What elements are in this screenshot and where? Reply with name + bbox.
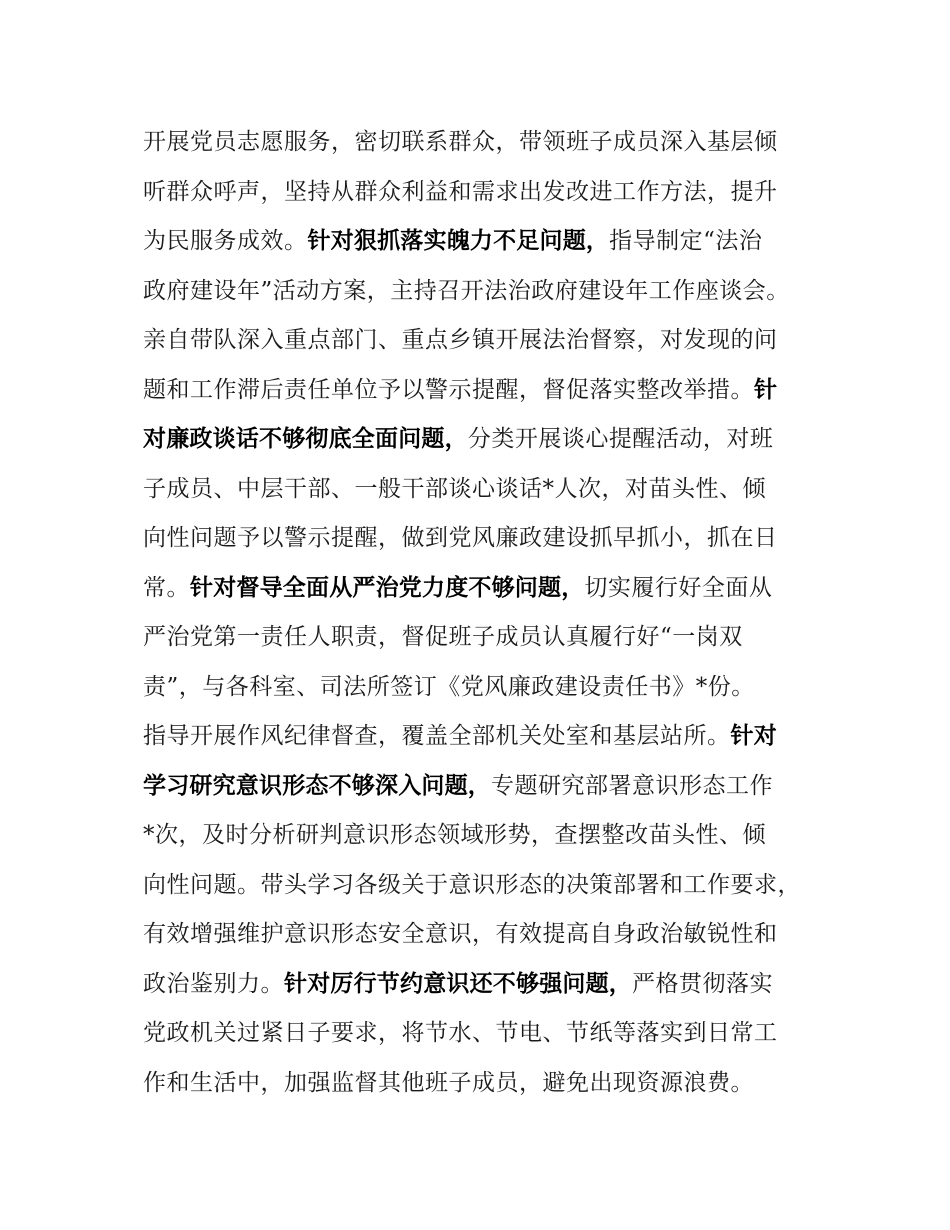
bold-heading-text: 针对狠抓落实魄力不足问题， — [307, 228, 610, 254]
body-text: 为民服务成效。 — [143, 228, 308, 254]
body-text: 责”，与各科室、司法所签订《党风廉政建设责任书》*份。 — [143, 673, 755, 700]
bold-heading-text: 针对 — [730, 723, 777, 749]
body-text: 有效增强维护意识形态安全意识，有效提高自身政治敏锐性和 — [143, 921, 778, 947]
text-line — [143, 274, 833, 308]
text-line — [143, 175, 833, 209]
text-line — [143, 422, 833, 456]
text-line — [143, 620, 833, 654]
text-line — [143, 967, 833, 1001]
body-text: 常。 — [143, 574, 190, 601]
body-text: 严格贯彻落实 — [632, 970, 773, 997]
text-line — [143, 125, 833, 159]
text-line — [143, 1066, 833, 1100]
body-text: 向性问题。带头学习各级关于意识形态的决策部署和工作要求， — [143, 871, 801, 898]
text-line — [143, 571, 833, 605]
text-line — [143, 719, 833, 753]
text-line — [143, 323, 833, 357]
body-text: 题和工作滞后责任单位予以警示提醒，督促落实整改举措。 — [143, 376, 754, 403]
body-text: 亲自带队深入重点部门、重点乡镇开展法治督察，对发现的问 — [143, 327, 778, 353]
body-text: 作和生活中，加强监督其他班子成员，避免出现资源浪费。 — [143, 1069, 754, 1096]
bold-heading-text: 针 — [754, 376, 778, 403]
body-text: 分类开展谈心提醒活动，对班 — [467, 426, 774, 452]
text-line — [143, 818, 833, 852]
text-line — [143, 868, 833, 902]
body-text: 政治鉴别力。 — [143, 970, 284, 997]
body-text: 子成员、中层干部、一般干部谈心谈话*人次，对苗头性、倾 — [143, 475, 766, 502]
text-line — [143, 472, 833, 506]
body-text: 切实履行好全面从 — [584, 574, 773, 601]
text-line — [143, 521, 833, 555]
bold-heading-text: 针对督导全面从严治党力度不够问题， — [190, 574, 585, 601]
bold-heading-text: 针对厉行节约意识还不够强问题， — [284, 970, 632, 997]
text-line — [143, 670, 833, 704]
body-text: 指导开展作风纪律督查，覆盖全部机关处室和基层站所。 — [143, 723, 731, 749]
text-line — [143, 769, 833, 803]
text-line — [143, 1016, 833, 1050]
body-text: 党政机关过紧日子要求，将节水、节电、节纸等落实到日常工 — [143, 1020, 778, 1046]
text-line — [143, 373, 833, 407]
body-text: *次，及时分析研判意识形态领域形势，查摆整改苗头性、倾 — [143, 822, 766, 848]
body-text: 听群众呼声，坚持从群众利益和需求出发改进工作方法，提升 — [143, 178, 778, 205]
body-text: 严治党第一责任人职责，督促班子成员认真履行好“一岗双 — [143, 624, 743, 650]
text-line — [143, 917, 833, 951]
text-line — [143, 224, 833, 258]
bold-heading-text: 对廉政谈话不够彻底全面问题， — [143, 426, 468, 452]
body-text: 政府建设年”活动方案，主持召开法治政府建设年工作座谈会。 — [143, 277, 790, 304]
body-text: 专题研究部署意识形态工作 — [491, 772, 773, 799]
body-text: 指导制定“法治 — [609, 228, 763, 254]
bold-heading-text: 学习研究意识形态不够深入问题， — [143, 772, 491, 799]
body-text: 向性问题予以警示提醒，做到党风廉政建设抓早抓小，抓在日 — [143, 525, 778, 551]
body-text: 开展党员志愿服务，密切联系群众，带领班子成员深入基层倾 — [143, 129, 778, 155]
